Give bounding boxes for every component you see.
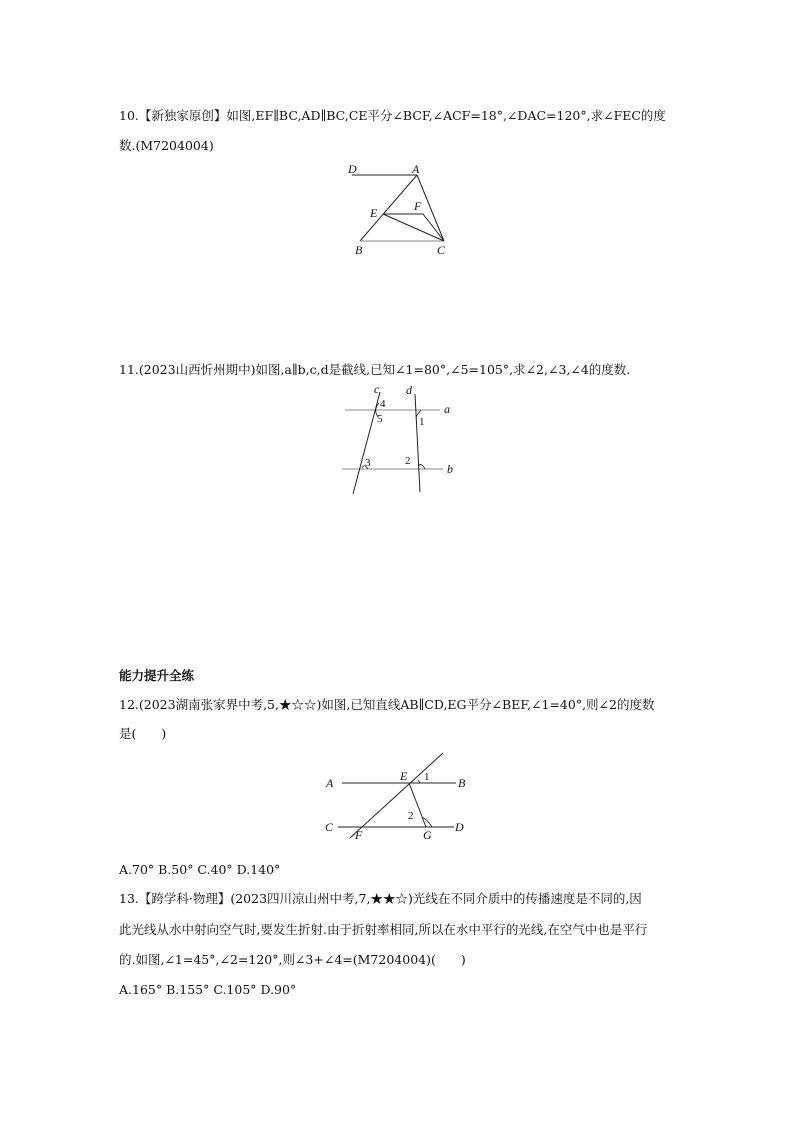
- label-B: B: [355, 243, 363, 257]
- q11-figure: [340, 382, 460, 497]
- label-F: F: [355, 828, 363, 842]
- q12-text-line1: 12.(2023湖南张家界中考,5,★☆☆)如图,已知直线AB∥CD,EG平分∠BEF,∠1=40°,则∠2的度数: [119, 697, 655, 712]
- label-c: c: [374, 382, 380, 396]
- line-d: [415, 394, 420, 492]
- section-title: 能力提升全练: [119, 668, 195, 683]
- q12-options: A.70° B.50° C.40° D.140°: [119, 862, 281, 877]
- label-a: a: [444, 402, 450, 416]
- label-A: A: [412, 162, 420, 176]
- label-F: F: [414, 199, 422, 213]
- q10-text-line1: 10.【新独家原创】如图,EF∥BC,AD∥BC,CE平分∠BCF,∠ACF=18°,∠DAC=120°,求∠FEC的度: [119, 108, 666, 123]
- q12-text-line2: 是( ): [119, 726, 167, 741]
- q13-text-line3: 的.如图,∠1=45°,∠2=120°,则∠3+∠4=(M7204004)( ): [119, 952, 466, 967]
- label-2: 2: [408, 810, 414, 822]
- label-G: G: [423, 828, 432, 842]
- q12-figure: [320, 750, 480, 845]
- q11-text-line1: 11.(2023山西忻州期中)如图,a∥b,c,d是截线,已知∠1=80°,∠5=105°,求∠2,∠3,∠4的度数.: [119, 362, 631, 377]
- label-4: 4: [380, 398, 386, 410]
- label-D: D: [455, 820, 464, 834]
- label-b: b: [447, 462, 453, 476]
- label-C: C: [437, 243, 446, 257]
- label-d: d: [406, 383, 412, 397]
- label-E: E: [370, 206, 378, 220]
- transversal-EF: [350, 753, 443, 838]
- label-A: A: [326, 776, 334, 790]
- segment-AB: [360, 175, 417, 241]
- label-1: 1: [419, 416, 425, 428]
- q10-figure: [340, 158, 460, 258]
- q13-options: A.165° B.155° C.105° D.90°: [119, 982, 297, 997]
- label-1: 1: [424, 771, 430, 783]
- label-D: D: [348, 162, 357, 176]
- q13-text-line1: 13.【跨学科·物理】(2023四川凉山州中考,7,★★☆)光线在不同介质中的传播速度是不同的,因: [119, 891, 642, 906]
- label-2: 2: [405, 455, 411, 467]
- segment-FC: [423, 214, 444, 241]
- label-3: 3: [365, 457, 371, 469]
- q10-text-line2: 数.(M7204004): [119, 138, 214, 153]
- label-E: E: [400, 769, 408, 783]
- arc-2: [422, 817, 432, 827]
- label-B: B: [458, 776, 466, 790]
- q13-text-line2: 此光线从水中射向空气时,要发生折射.由于折射率相同,所以在水中平行的光线,在空气中也是平行: [119, 922, 648, 937]
- label-5: 5: [377, 413, 383, 425]
- label-C: C: [325, 820, 334, 834]
